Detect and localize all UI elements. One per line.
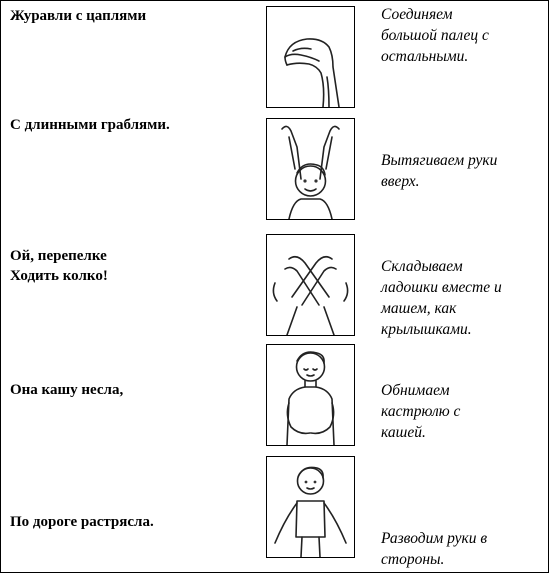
verse-line-3: Ой, перепелке Ходить колко! [10, 248, 108, 284]
action-text-2: Вытягиваем руки вверх. [381, 152, 498, 190]
hand-gesture-icon [266, 6, 355, 108]
verse-line-1: Журавли с цаплями [10, 8, 147, 24]
verse-line-4: Она кашу несла, [10, 382, 124, 398]
verse-line-5: По дороге растрясла. [10, 514, 154, 530]
arms-raised-icon [266, 118, 355, 220]
crossed-palms-icon [266, 234, 355, 336]
action-text-1: Соединяем большой палец с остальными. [381, 6, 489, 65]
hugging-pot-icon [266, 344, 355, 446]
verse-line-2: С длинными граблями. [10, 117, 170, 133]
action-text-5: Разводим руки в стороны. [381, 530, 488, 568]
action-text-4: Обнимаем кастрюлю с кашей. [381, 382, 461, 441]
action-text-3: Складываем ладошки вместе и машем, как крылышками. [381, 258, 502, 338]
arms-spread-icon [266, 456, 355, 558]
